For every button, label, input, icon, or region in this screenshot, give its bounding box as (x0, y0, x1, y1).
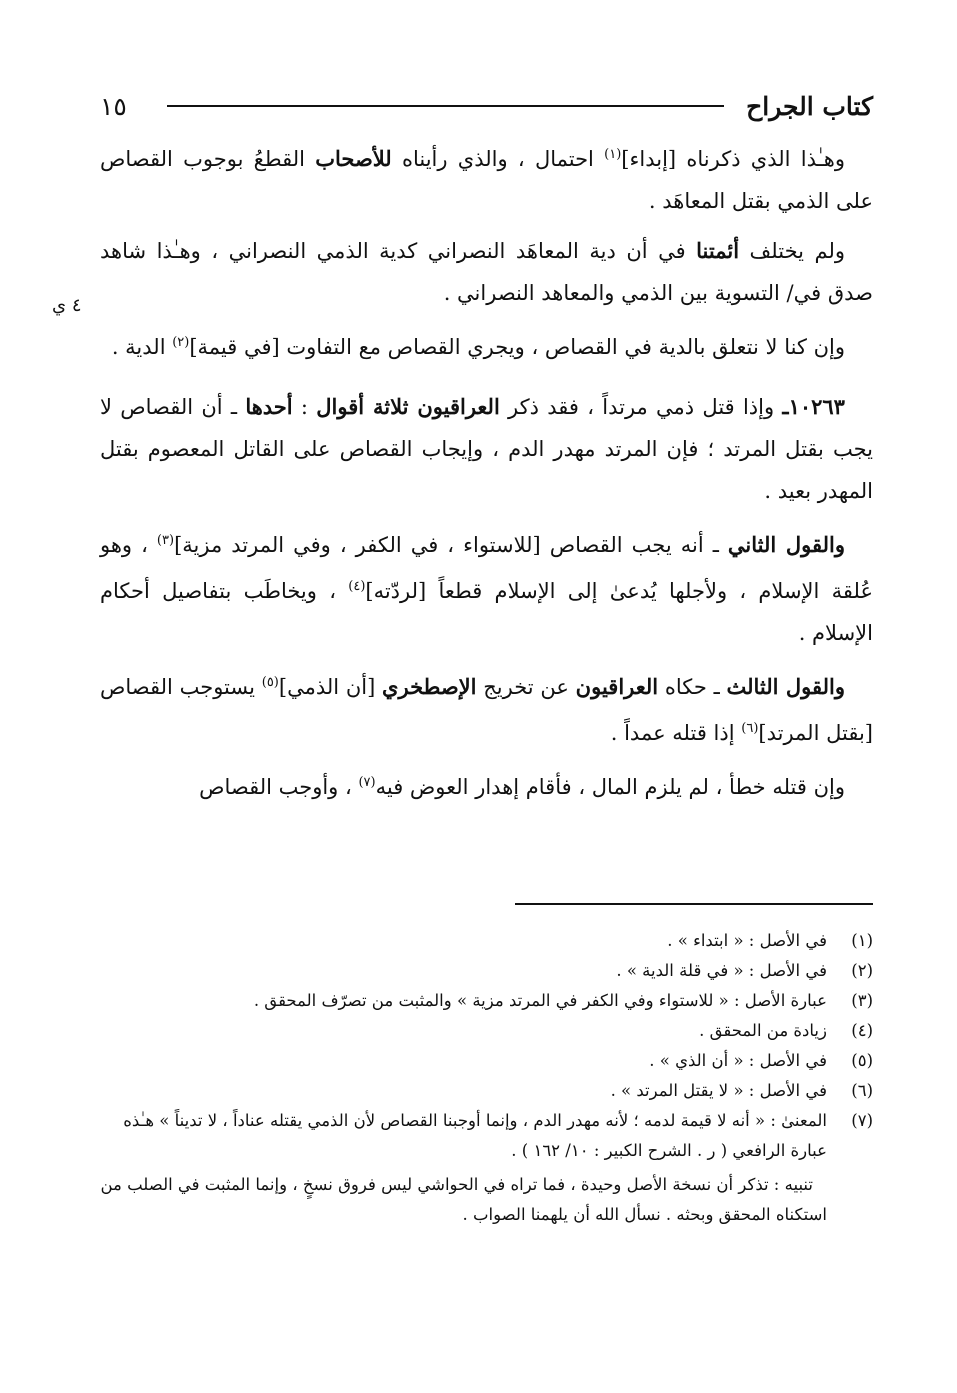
footnote-text: عبارة الأصل : « للاستواء وفي الكفر في المرتد مزية » والمثبت من تصرّف المحقق . (253, 991, 827, 1010)
footnote-number: (١) (851, 931, 873, 950)
footnote-number: (٦) (851, 1081, 873, 1100)
footnote-list (100, 926, 873, 1166)
text-run: إذا قتله عمداً . (610, 721, 742, 745)
text-run: ، ويخاطَب بتفاصيل أحكام الإسلام . (100, 579, 873, 645)
footnote-number: (٥) (851, 1051, 873, 1070)
text-run: : (292, 395, 317, 419)
footnote-marker: (٢) (172, 335, 190, 350)
text-run: القطعُ بوجوب القصاص على الذمي بقتل المعاهَد . (100, 147, 873, 213)
text-run: يستوجب القصاص [بقتل المرتد] (100, 675, 873, 745)
text-run: عن تخريج (476, 675, 576, 699)
text-run: وهـٰذا الذي ذكرناه [إبداء] (621, 147, 845, 171)
bold-term: والقول الثالث (726, 674, 845, 699)
footnote-number: (٤) (851, 1021, 873, 1040)
page-number: ١٥ (100, 91, 127, 121)
paragraph (100, 762, 873, 808)
text-run: [أن الذمي] (278, 675, 383, 699)
footnote-marker: (٣) (156, 533, 175, 548)
text-run: وإذا قتل ذمي مرتداً ، فقد ذكر (499, 395, 783, 419)
bold-term: الإصطخري (382, 674, 477, 699)
bold-term: أئمتنا (696, 238, 740, 263)
paragraph (100, 322, 873, 368)
footnote (100, 1106, 873, 1166)
footnote-text: في الأصل : « في قلة الدية » . (616, 961, 827, 980)
footnote-number: (٢) (851, 961, 873, 980)
running-header (100, 84, 873, 128)
footnote-text: المعنىٰ : « أنه لا قيمة لدمه ؛ لأنه مهدر الدم ، وإنما أوجبنا القصاص لأن الذمي يقتله عناداً ، لا تديناً » هـٰذه عبارة الرافعي ( ر . الشرح الكبير : ١٠/ ١٦٢ ) . (123, 1111, 827, 1160)
bold-term: ١٠٢٦٣ـ (782, 394, 845, 419)
footnote-number: (٣) (851, 991, 873, 1010)
editor-note: تنبيه : تذكر أن نسخة الأصل وحيدة ، فما تراه في الحواشي ليس فروق نسخٍ ، وإنما المثبت في الصلب من استكناه المحقق وبحثه . نسأل الله أن يلهمنا الصواب . (100, 1175, 827, 1224)
footnote-text: زيادة من المحقق . (699, 1021, 827, 1040)
paragraph (100, 230, 873, 314)
text-run: ، وهو عُلقة الإسلام ، ولأجلها يُدعىٰ إلى الإسلام قطعاً [لردّته] (100, 533, 874, 603)
bold-term: والقول الثاني (727, 532, 845, 557)
bold-term: للأصحاب (315, 146, 392, 171)
footnote-marker: (٧) (358, 775, 376, 790)
text-run: وإن قتله خطأ ، لم يلزم المال ، فأقام إهدار العوض فيه (375, 775, 845, 799)
footnote (100, 986, 873, 1016)
footnote-text: في الأصل : « لا يقتل المرتد » . (610, 1081, 827, 1100)
manuscript-folio-marker: ٤ ي (52, 295, 82, 316)
text-run: الدية . (111, 335, 173, 359)
bold-term: أحدها (245, 394, 293, 419)
main-text (100, 134, 873, 816)
footnote-number: (٧) (851, 1111, 873, 1130)
text-run: ولم يختلف (739, 239, 845, 263)
paragraph (100, 134, 873, 222)
text-run: وإن كنا لا نتعلق بالدية في القصاص ، ويجري القصاص مع التفاوت [في قيمة] (189, 335, 845, 359)
footnote-marker: (٥) (261, 675, 279, 690)
text-run: في أن دية المعاهَد النصراني كدية الذمي النصراني ، وهـٰذا شاهد صدق في/ التسوية بين الذمي والمعاهد النصراني . (100, 239, 873, 305)
footnote (100, 956, 873, 986)
footnote-marker: (١) (604, 147, 622, 162)
bold-term: العراقيون ثلاثة أقوال (316, 394, 500, 419)
paragraph (100, 662, 873, 754)
book-title: كتاب الجراح (746, 91, 873, 121)
text-run: ـ أنه يجب القصاص [للاستواء ، في الكفر ، وفي المرتد مزية] (174, 533, 728, 557)
footnote (100, 1016, 873, 1046)
footnote-separator (515, 903, 873, 905)
footnote (100, 926, 873, 956)
header-rule (167, 105, 724, 107)
footnote (100, 1046, 873, 1076)
footnote-marker: (٤) (348, 579, 366, 594)
footnote-marker: (٦) (741, 721, 759, 736)
bold-term: العراقيون (575, 674, 659, 699)
text-run: ـ حكاه (658, 675, 727, 699)
paragraph (100, 386, 873, 512)
text-run: ـ أن القصاص لا يجب بقتل المرتد ؛ فإن المرتد مهدر الدم ، وإيجاب القصاص على القاتل المعصوم بقتل المهدر بعيد . (100, 395, 873, 503)
footnotes (100, 926, 873, 1230)
text-run: احتمال ، والذي رأيناه (391, 147, 605, 171)
footnote-text: في الأصل : « ابتداء » . (667, 931, 827, 950)
footnote-text: في الأصل : « أن الذي » . (649, 1051, 827, 1070)
text-run: ، وأوجب القصاص (199, 775, 359, 799)
footnote (100, 1076, 873, 1106)
paragraph (100, 520, 873, 654)
